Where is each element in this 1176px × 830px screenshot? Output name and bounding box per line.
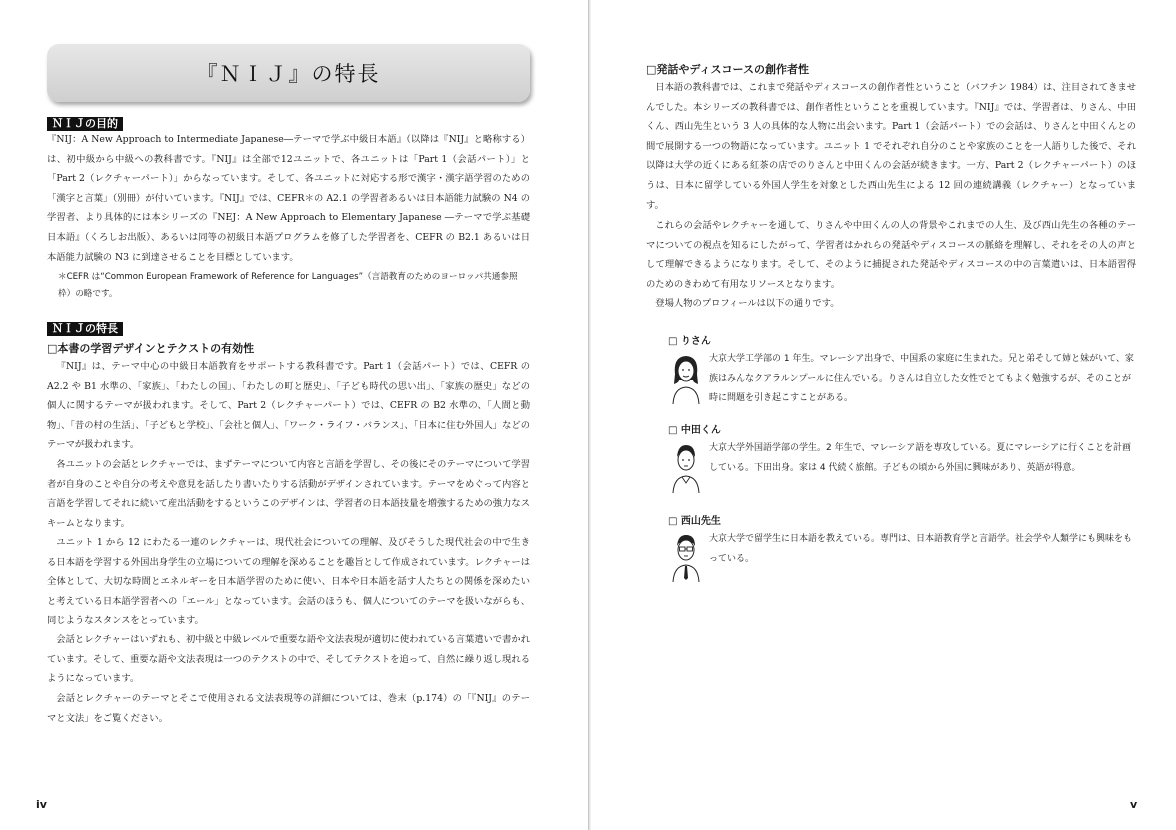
- page-number-right: v: [1130, 798, 1138, 811]
- character-name-nakata: □ 中田くん: [668, 425, 721, 436]
- features-paragraph-2: 各ユニットの会話とレクチャーでは、まずテーマについて内容と言語を学習し、その後にそのテーマについて学習者が自身のことや自分の考えや意見を話したり書いたりする活動がデザインされています。テーマをめぐって内容と言語を学習してそれに続いて産出活動をするというこのデザインは、学習者の日本語技量を増強するための強力なスキームとなります。: [47, 459, 530, 529]
- section-label-purpose: ＮＩＪの目的: [47, 117, 123, 131]
- features-paragraph-4: 会話とレクチャーはいずれも、初中級と中級レベルで重要な語や文法表現が適切に使われている言葉遣いで書かれています。そして、重要な語や文法表現は一つのテクストの中で、そしてテクストを追って、自然に繰り返し現れるようになっています。: [47, 634, 530, 685]
- profile-intro: 登場人物のプロフィールは以下の通りです。: [655, 298, 840, 309]
- right-page: [591, 0, 1176, 830]
- character-desc-nakata: 大京大学外国語学部の学生。2 年生で、マレーシア語を専攻している。夏にマレーシアに行くことを計画している。下田出身。家は 4 代続く旅館。子どもの頃から外国に興味があり、英語が得意。: [709, 443, 1132, 473]
- page-number-left: iv: [36, 798, 47, 811]
- teacher-avatar-icon: [669, 532, 703, 582]
- cefr-footnote: ＊CEFR は“Common European Framework of Reference for Languages”（言語教育のためのヨーロッパ共通参照枠）の略です。: [58, 272, 518, 299]
- title-banner: [47, 44, 530, 102]
- character-desc-li: 大京大学工学部の 1 年生。マレーシア出身で、中国系の家庭に生まれた。兄と弟そして姉と妹がいて、家族はみんなクアラルンプールに住んでいる。りさんは自立した女性でとてもよく勉強するが、そのことが時に問題を引き起こすことがある。: [709, 354, 1134, 403]
- purpose-paragraph: 『NIJ：A New Approach to Intermediate Japanese―テーマで学ぶ中級日本語』（以降は『NIJ』と略称する）は、初中級から中級への教科書です。『NIJ』は全部で12ユニットで、各ユニットは「Part 1（会話パート）」と「Part 2（レクチャーパート）」からなっています。そして、各ユニットに対応する形で漢字・漢字語学習のための「漢字と言葉」（別冊）が付いています。『NIJ』では、CEFR＊の A2.1 の学習者あるいは日本語能力試験の N4 の学習者、より具体的には本シリーズの『NEJ：A New Approach to Elementary Japanese ―テーマで学ぶ基礎日本語』（くろしお出版）、あるいは同等の初級日本語プログラムを修了した学習者を、CEFR の B2.1 あるいは日本語能力試験の N3 に到達させることを目標としています。: [47, 134, 530, 263]
- features-paragraph-3: ユニット 1 から 12 にわたる一連のレクチャーは、現代社会についての理解、及びそうした現代社会の中で生きる日本語を学習する外国出身学生の立場についての理解を深めることを趣旨として作成されています。レクチャーは全体として、大切な時間とエネルギーを日本語学習のために使い、日本や日本語を話す人たちとの関係を深めたいと考えている日本語学習者への「エール」となっています。会話のほうも、個人についてのテーマを扱いながらも、同じようなスタンスをとっています。: [47, 537, 530, 627]
- section-label-features: ＮＩＪの特長: [47, 322, 123, 336]
- character-desc-nishiyama: 大京大学で留学生に日本語を教えている。専門は、日本語教育学と言語学。社会学や人類学にも興味をもっている。: [709, 534, 1133, 564]
- page-title: 『ＮＩＪ』の特長: [196, 62, 381, 86]
- authorship-paragraph-2: これらの会話やレクチャーを通して、りさんや中田くんの人の背景やこれまでの人生、及び西山先生の各種のテーマについての視点を知るにしたがって、学習者はかれらの発話やディスコースの脈絡を理解し、それをその人の声として理解できるようになります。そして、そのように捕捉された発話やディスコースの中の言葉遣いは、日本語習得のためのきわめて有用なリソースとなります。: [646, 220, 1136, 290]
- features-paragraph-1: 『NIJ』は、テーマ中心の中級日本語教育をサポートする教科書です。Part 1（会話パート）では、CEFR の A2.2 や B1 水準の、「家族」、「わたしの国」、「わたしの町と歴史」、「子ども時代の思い出」、「家族の歴史」などの個人に関するテーマが扱われます。そして、Part 2（レクチャーパート）では、CEFR の B2 水準の、「人間と動物」、「昔の村の生活」、「子どもと学校」、「会社と個人」、「ワーク・ライフ・バランス」、「日本に住む外国人」などのテーマが扱われます。: [47, 361, 530, 451]
- subheading-learning-design: □本書の学習デザインとテクストの有効性: [47, 342, 255, 355]
- character-name-li: □ りさん: [668, 336, 711, 347]
- character-name-nishiyama: □ 西山先生: [668, 516, 721, 527]
- subheading-authorship: □発話やディスコースの創作者性: [646, 63, 809, 76]
- features-paragraph-5: 会話とレクチャーのテーマとそこで使用される文法表現等の詳細については、巻末（p.174）の「『NIJ』のテーマと文法」をご覧ください。: [47, 693, 530, 724]
- authorship-paragraph-1: 日本語の教科書では、これまで発話やディスコースの創作者性ということ（バフチン 1984）は、注目されてきませんでした。本シリーズの教科書では、創作者性ということを重視しています。『NIJ』では、学習者は、りさん、中田くん、西山先生という 3 人の具体的な人物に出会います。Part 1（会話パート）での会話は、りさんと中田くんとの間で展開する一つの物語になっています。ユニット 1 でそれぞれ自分のことや家族のことを一人語りした後で、それ以降は大学の近くにある紅茶の店でのりさんと中田くんの会話が続きます。一方、Part 2（レクチャーパート）のほうは、日本に留学している外国人学生を対象とした西山先生による 12 回の連続講義（レクチャー）となっています。: [646, 82, 1136, 211]
- man-avatar-icon: [669, 441, 703, 493]
- woman-avatar-icon: [669, 352, 703, 404]
